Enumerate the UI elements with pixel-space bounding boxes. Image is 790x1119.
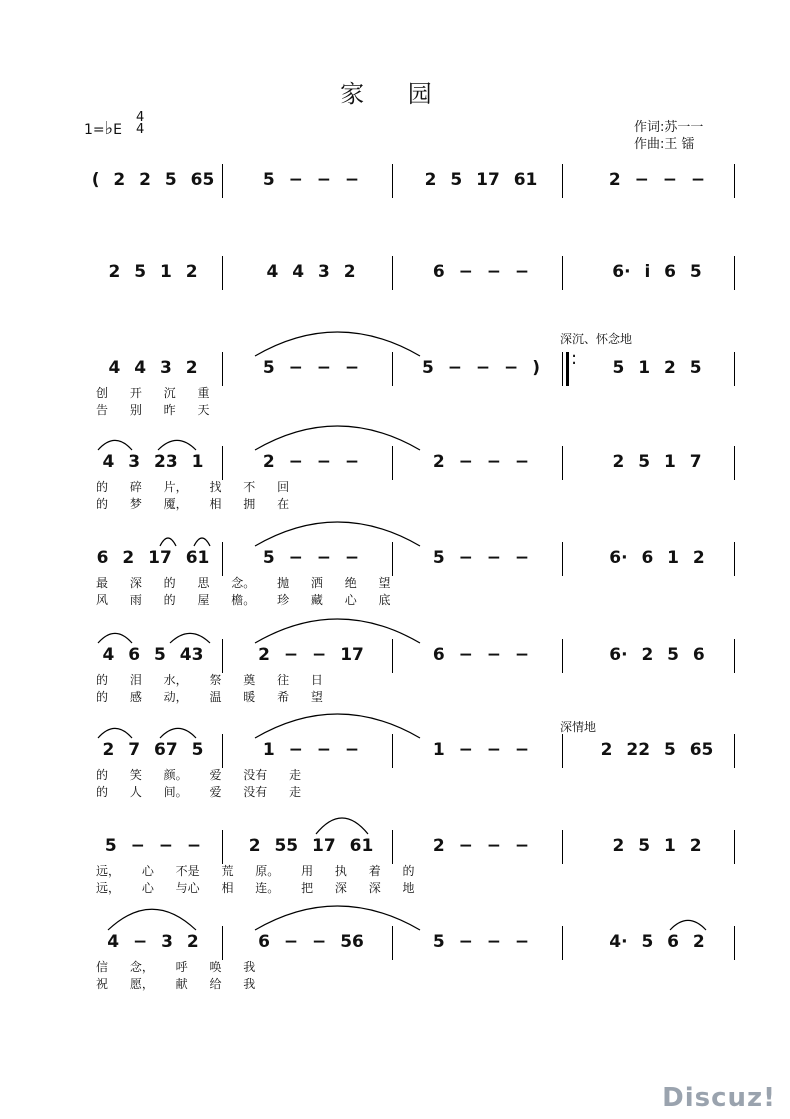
key-letter: E [113,122,122,138]
measure-notes: 2 7 67 5 [102,740,204,760]
time-top: 4 [136,110,145,125]
staff-row [0,170,790,260]
lyrics-line-2: 的 人 间。 爱 没有 走 [96,785,302,799]
measure-notes: 5 − − − [262,358,360,378]
measure-notes: 2 5 17 61 [424,170,538,190]
measure-notes: 4 − 3 2 [107,932,199,952]
measure-notes: 2 22 5 65 [600,740,714,760]
measure-notes: 2 − − − [262,452,360,472]
lyrics-line-1: 远， 心 不是 荒 原。 用 执 着 的 [96,864,415,878]
lyrics-line-1: 创 开 沉 重 [96,386,210,400]
measure-notes: 1 − − − [262,740,360,760]
measure-notes: 5 − − − [432,548,530,568]
staff-row [0,262,790,352]
staff-row [0,348,790,448]
direction-text: 深沉、怀念地 [560,332,633,346]
lyrics-line-2: 远， 心 与心 相 连。 把 深 深 地 [96,881,415,895]
lyrics-line-2: 的 感 动， 温 暖 希 望 [96,690,323,704]
key-signature [84,110,145,139]
measure-notes: 4· 5 6 2 [609,932,705,952]
staff-row [0,548,790,638]
measure-notes: 4 6 5 43 [102,645,204,665]
song-title: 家 园 [340,80,450,108]
lyrics-line-1: 的 泪 水， 祭 奠 往 日 [96,673,323,687]
measure-notes: 2 − − − [608,170,706,190]
measure-notes: 5 − − − ) [421,358,540,378]
measure-notes: 6· i 6 5 [612,262,702,282]
measure-notes: 2 5 1 7 [612,452,702,472]
time-bottom: 4 [136,122,145,137]
key-prefix: 1= [84,122,105,138]
slur-layer [0,262,790,352]
measure-notes: 4 4 3 2 [108,358,198,378]
measure-notes: 2 − − 17 [258,645,364,665]
slur-layer [0,452,790,542]
measure-notes: ( 2 2 5 65 [91,170,215,190]
lyrics-line-1: 的 笑 颜。 爱 没有 走 [96,768,302,782]
measure-notes: 6 − − 56 [258,932,364,952]
measure-notes: 2 − − − [432,452,530,472]
lyrics-line-2: 祝 愿， 献 给 我 [96,977,256,991]
measure-notes: 6 − − − [432,645,530,665]
measure-notes: 6 2 17 61 [96,548,210,568]
slur-layer [0,836,790,926]
lyrics-line-1: 的 碎 片， 找 不 回 [96,480,290,494]
slur-layer [0,645,790,735]
slur-layer [0,170,790,260]
measure-notes: 5 − − − [104,836,202,856]
measure-notes: 6· 2 5 6 [609,645,705,665]
staff-row [0,836,790,926]
measure-notes: 5 1 2 5 [612,358,702,378]
slur-layer [0,932,790,1022]
slur-layer [0,548,790,638]
measure-notes: 6· 6 1 2 [609,548,705,568]
measure-notes: 2 − − − [432,836,530,856]
slur-layer [0,740,790,830]
measure-notes: 2 5 1 2 [612,836,702,856]
composer-credit: 作曲:王 镭 [634,137,695,152]
lyrics-line-2: 告 别 昨 天 [96,403,210,417]
staff-row [0,645,790,735]
repeat-dots: : [571,348,578,369]
watermark: Discuz! [662,1083,776,1113]
slur-layer [0,358,790,448]
direction-text: 深情地 [560,720,597,734]
lyrics-line-1: 最 深 的 思 念。 抛 洒 绝 望 [96,576,391,590]
time-signature [136,112,144,136]
measure-notes: 2 5 1 2 [108,262,198,282]
measure-notes: 6 − − − [432,262,530,282]
measure-notes: 1 − − − [432,740,530,760]
lyrics-line-1: 信 念， 呼 唤 我 [96,960,256,974]
staff-row [0,452,790,542]
staff-row [0,932,790,1022]
measure-notes: 5 − − − [262,548,360,568]
measure-notes: 2 55 17 61 [248,836,374,856]
measure-notes: 5 − − − [432,932,530,952]
measure-notes: 5 − − − [262,170,360,190]
lyrics-line-2: 的 梦 魇， 相 拥 在 [96,497,290,511]
measure-notes: 4 4 3 2 [266,262,356,282]
flat-icon: ♭ [104,118,114,139]
staff-row [0,740,790,830]
measure-notes: 4 3 23 1 [102,452,204,472]
lyrics-line-2: 风 雨 的 屋 檐。 珍 藏 心 底 [96,593,391,607]
lyricist-credit: 作词:苏一一 [634,120,704,135]
